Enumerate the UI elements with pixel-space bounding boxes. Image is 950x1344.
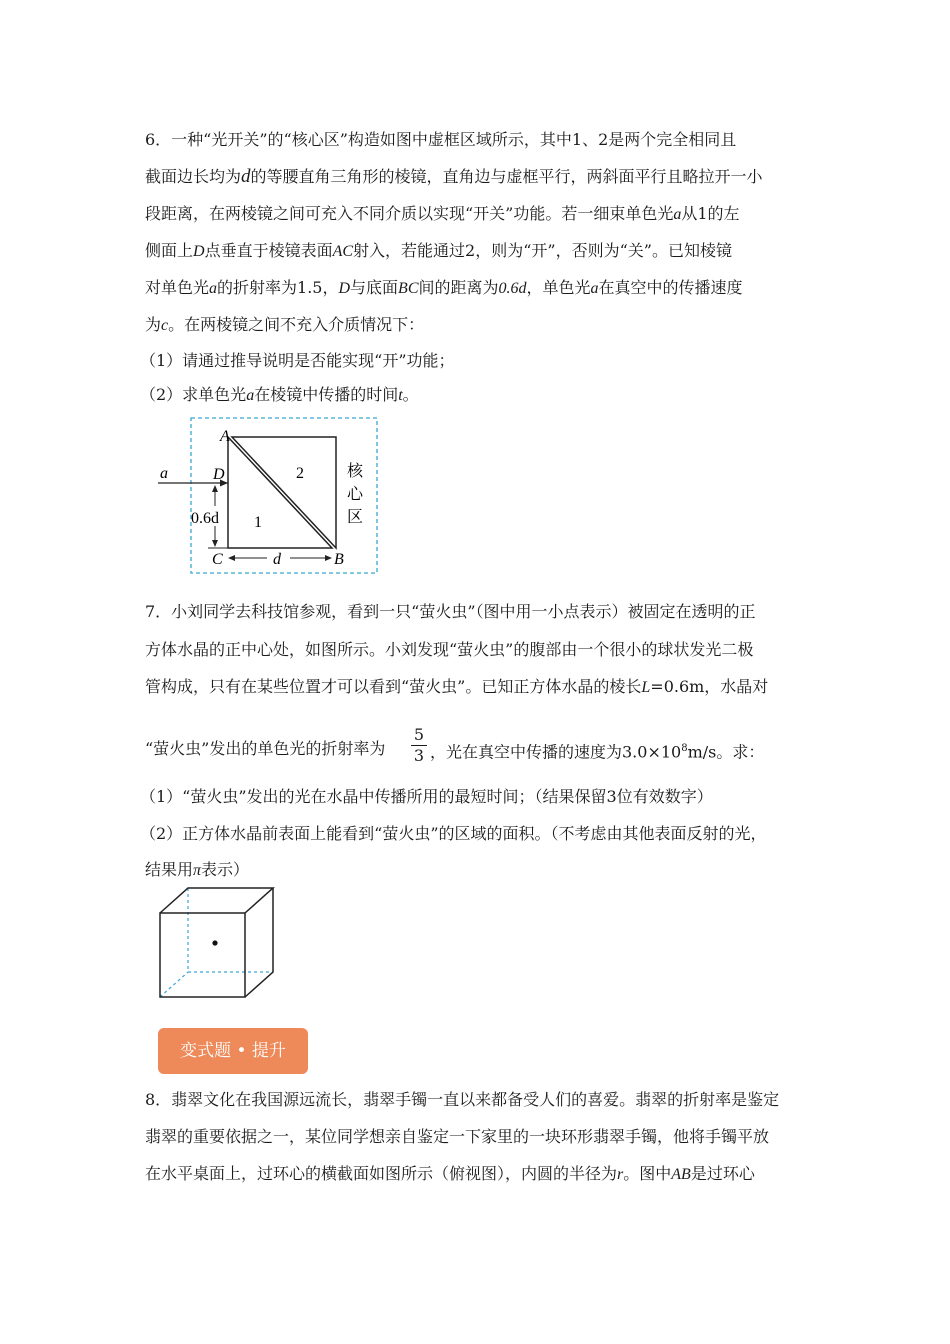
q6-line-1: 6．一种“光开关”的“核心区”构造如图中虚框区域所示，其中1、2是两个完全相同且 <box>145 130 737 149</box>
q7-part-1: （1）“萤火虫”发出的光在水晶中传播所用的最短时间；（结果保留3位有效数字） <box>140 787 713 806</box>
label-D: D <box>213 466 225 483</box>
q6-line-6: 为c。在两棱镜之间不充入介质情况下： <box>145 315 425 334</box>
q7-line-3: 管构成，只有在某些位置才可以看到“萤火虫”。已知正方体水晶的棱长L=0.6m，水晶对 <box>145 677 769 696</box>
prism-2 <box>232 437 336 548</box>
label-d: d <box>273 551 281 568</box>
cube-figure <box>150 885 290 1005</box>
label-B: B <box>334 551 344 568</box>
prism-figure <box>150 410 390 580</box>
core-label-3: 区 <box>347 507 364 526</box>
q7-part-2-cont: 结果用π表示） <box>145 860 250 879</box>
q7-part-2: （2）正方体水晶前表面上能看到“萤火虫”的区域的面积。（不考虑由其他表面反射的光， <box>140 824 767 843</box>
q7-line-1: 7．小刘同学去科技馆参观，看到一只“萤火虫”（图中用一小点表示）被固定在透明的正 <box>145 602 756 621</box>
q7-line-4a: “萤火虫”发出的单色光的折射率为 <box>145 739 386 758</box>
q8-line-1: 8．翡翠文化在我国源远流长，翡翠手镯一直以来都备受人们的喜爱。翡翠的折射率是鉴定 <box>145 1090 780 1109</box>
q6-line-3: 段距离，在两棱镜之间可充入不同介质以实现“开关”功能。若一细束单色光a从1的左 <box>145 204 740 223</box>
fraction-denominator: 3 <box>413 746 425 765</box>
q8-line-2: 翡翠的重要依据之一，某位同学想亲自鉴定一下家里的一块环形翡翠手镯，他将手镯平放 <box>145 1127 770 1146</box>
q6-line-2: 截面边长均为d的等腰直角三角形的棱镜，直角边与虚框平行，两斜面平行且略拉开一小 <box>145 166 763 187</box>
q6-part-2: （2）求单色光a在棱镜中传播的时间t。 <box>140 385 419 404</box>
refractive-index-fraction <box>411 726 427 765</box>
label-C: C <box>212 551 223 568</box>
label-a: a <box>160 465 168 482</box>
fraction-numerator: 5 <box>413 725 425 744</box>
variant-question-badge[interactable]: 变式题 • 提升 <box>158 1028 308 1074</box>
label-A: A <box>220 428 230 445</box>
label-1: 1 <box>254 514 262 531</box>
core-label-1: 核 <box>347 461 364 480</box>
q6-line-5: 对单色光a的折射率为1.5，D与底面BC间的距离为0.6d，单色光a在真空中的传播速度 <box>145 278 743 297</box>
q8-line-3: 在水平桌面上，过环心的横截面如图所示（俯视图），内圆的半径为r。图中AB是过环心 <box>145 1164 755 1183</box>
label-2: 2 <box>296 465 304 482</box>
firefly-dot <box>212 940 217 945</box>
q7-line-4b: ，光在真空中传播的速度为$3.0\times 10^8m/s$。求： <box>430 742 765 762</box>
q7-line-2: 方体水晶的正中心处，如图所示。小刘发现“萤火虫”的腹部由一个很小的球状发光二极 <box>145 640 754 659</box>
q6-part-1: （1）请通过推导说明是否能实现“开”功能； <box>140 351 455 370</box>
core-label-2: 心 <box>347 484 364 503</box>
hidden-edge-depth <box>160 972 188 997</box>
q6-line-4: 侧面上D点垂直于棱镜表面AC射入，若能通过2，则为“开”，否则为“关”。已知棱镜 <box>145 241 732 260</box>
label-06d: 0.6d <box>191 510 219 527</box>
cube-top-face <box>160 888 273 913</box>
cube-front-face <box>160 913 245 997</box>
prism-1 <box>228 437 332 548</box>
cube-right-edges <box>245 888 273 997</box>
